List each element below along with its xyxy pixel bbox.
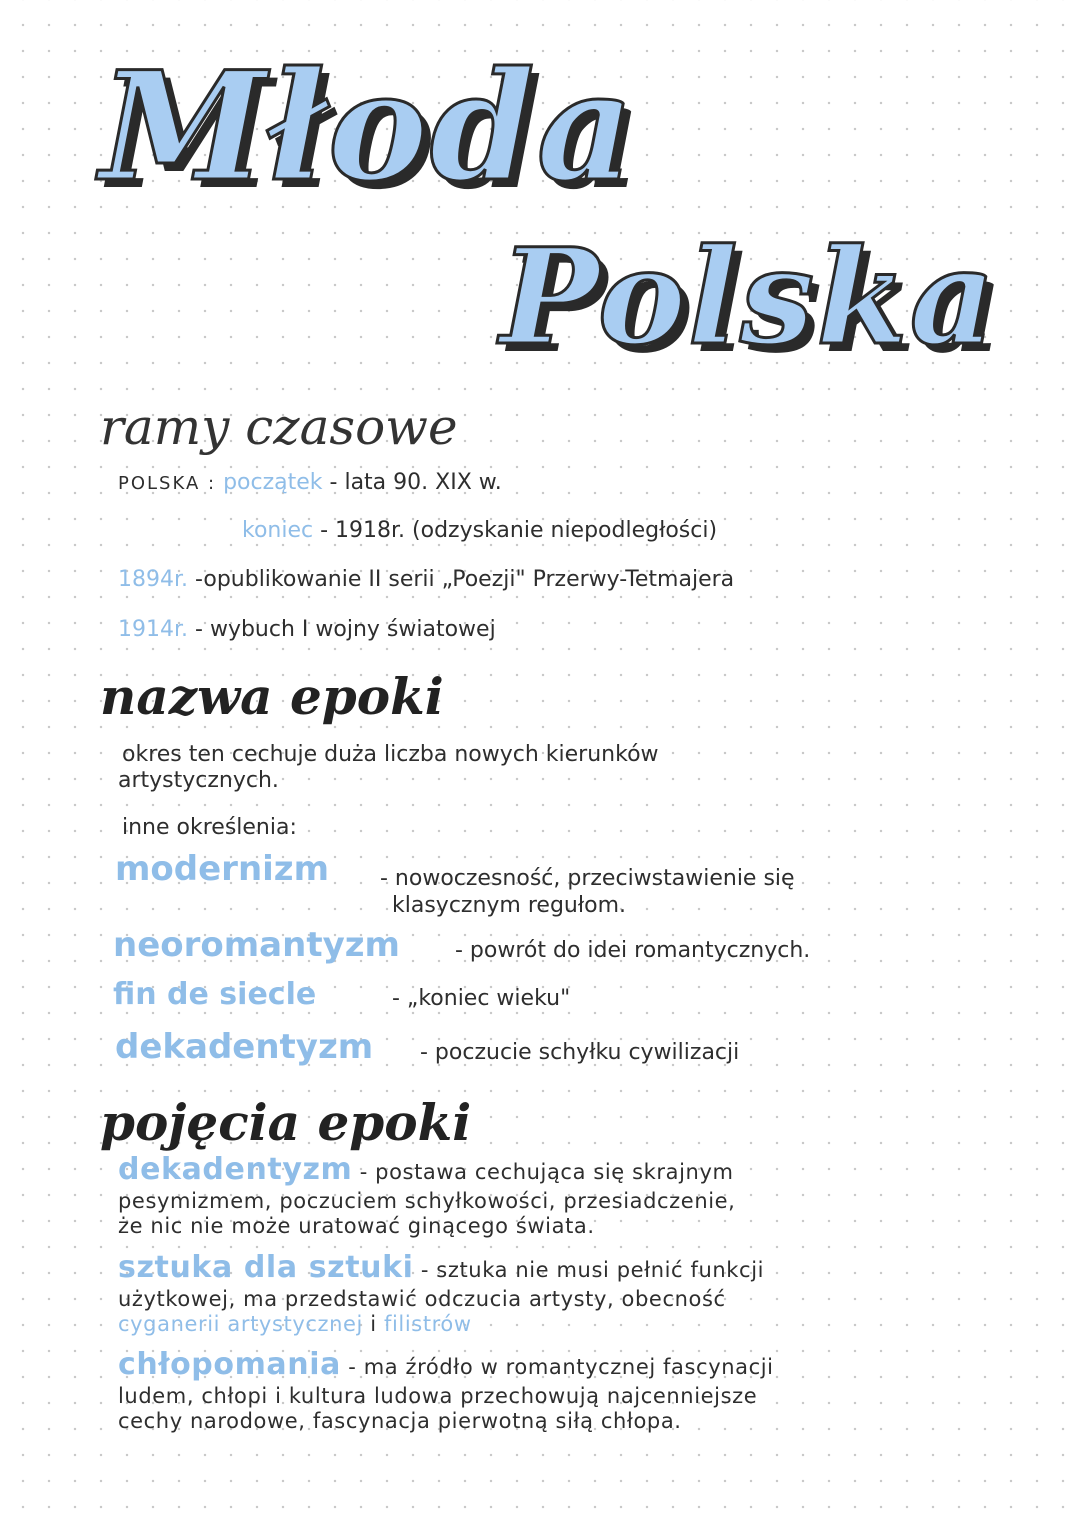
concept-line-2: użytkowej, ma przedstawić odczucia artysty, obecność xyxy=(118,1286,726,1311)
event-year: 1914r. xyxy=(118,617,189,642)
term-dekadentyzm: dekadentyzm xyxy=(115,1027,374,1067)
heading-nazwa-epoki: nazwa epoki xyxy=(100,667,444,726)
koniec-text: - 1918r. (odzyskanie niepodległości) xyxy=(320,518,718,543)
nazwa-intro-line-2: artystycznych. xyxy=(118,768,279,793)
concept-line-3b: i xyxy=(362,1312,384,1337)
poczatek-label: początek xyxy=(223,470,323,495)
concept-line-1: - ma źródło w romantycznej fascynacji xyxy=(348,1355,774,1379)
polska-label: POLSKA : xyxy=(118,473,217,494)
concept-line-1: - postawa cechująca się skrajnym xyxy=(359,1160,734,1184)
term-fin-de-siecle: fin de siecle xyxy=(113,977,317,1012)
def-fin-de-siecle: - „koniec wieku" xyxy=(392,986,571,1011)
concept-term: dekadentyzm xyxy=(118,1152,353,1187)
event-1894 xyxy=(118,567,734,592)
term-modernizm: modernizm xyxy=(115,849,330,889)
concept-chlopomania xyxy=(118,1347,938,1435)
def-neoromantyzm: - powrót do idei romantycznych. xyxy=(455,938,811,963)
def-modernizm-1: - nowoczesność, przeciwstawienie się xyxy=(380,866,795,891)
term-neoromantyzm: neoromantyzm xyxy=(113,925,400,965)
event-year: 1894r. xyxy=(118,567,189,592)
event-text: -opublikowanie II serii „Poezji" Przerwy-Tetmajera xyxy=(195,567,735,592)
poczatek-text: - lata 90. XIX w. xyxy=(329,470,502,495)
concept-line-1: - sztuka nie musi pełnić funkcji xyxy=(420,1258,765,1282)
concept-line-3: że nic nie może uratować ginącego świata. xyxy=(118,1214,595,1239)
heading-ramy-czasowe: ramy czasowe xyxy=(100,398,458,456)
koniec-label: koniec xyxy=(242,518,314,543)
nazwa-intro-line-1: okres ten cechuje duża liczba nowych kierunków xyxy=(122,742,659,767)
title-line-2: Polska xyxy=(500,220,998,375)
heading-pojecia-epoki: pojęcia epoki xyxy=(100,1093,472,1152)
concept-line-2: ludem, chłopi i kultura ludowa przechowują najcenniejsze xyxy=(118,1383,758,1408)
concept-dekadentyzm xyxy=(118,1152,938,1240)
def-modernizm-2: klasycznym regułom. xyxy=(392,893,626,918)
concept-line-2: pesymizmem, poczuciem schyłkowości, przesiadczenie, xyxy=(118,1188,736,1213)
concept-sztuka-dla-sztuki xyxy=(118,1250,938,1338)
inne-okreslenia: inne określenia: xyxy=(122,815,297,840)
concept-term: sztuka dla sztuki xyxy=(118,1250,414,1285)
ramy-poczatek-line xyxy=(118,470,502,495)
ramy-koniec-line xyxy=(242,518,717,543)
title-line-1: Młoda xyxy=(100,39,636,215)
def-dekadentyzm: - poczucie schyłku cywilizacji xyxy=(420,1040,740,1065)
concept-line-3a: cyganerii artystycznej xyxy=(118,1312,363,1337)
concept-line-3c: filistrów xyxy=(383,1312,472,1337)
concept-line-3: cechy narodowe, fascynacja pierwotną siłą chłopa. xyxy=(118,1409,682,1434)
event-1914 xyxy=(118,617,496,642)
concept-term: chłopomania xyxy=(118,1347,341,1382)
event-text: - wybuch I wojny światowej xyxy=(195,617,496,642)
